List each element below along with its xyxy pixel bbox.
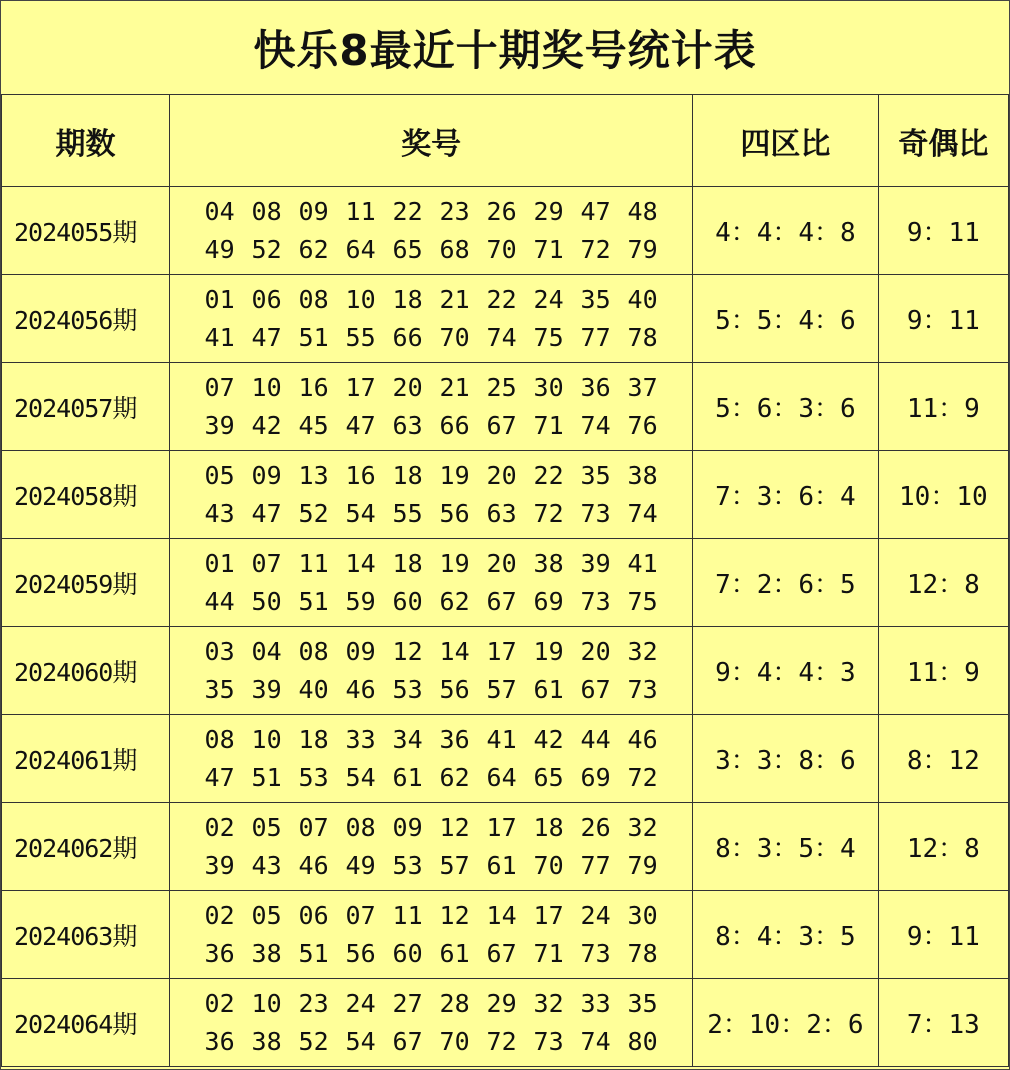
drawn-number: 33 bbox=[345, 724, 376, 754]
drawn-number: 46 bbox=[345, 674, 376, 704]
drawn-number: 80 bbox=[627, 1026, 658, 1056]
drawn-number: 10 bbox=[251, 372, 282, 402]
table-row bbox=[2, 715, 1009, 803]
drawn-number: 30 bbox=[627, 900, 658, 930]
drawn-number: 60 bbox=[392, 938, 423, 968]
drawn-number: 39 bbox=[204, 850, 235, 880]
odd-even-cell: 9：11 bbox=[878, 187, 1008, 275]
drawn-number: 56 bbox=[439, 674, 470, 704]
drawn-number: 61 bbox=[392, 762, 423, 792]
drawn-number: 55 bbox=[345, 322, 376, 352]
period-cell: 2024063期 bbox=[2, 891, 170, 979]
drawn-number: 49 bbox=[204, 234, 235, 264]
drawn-number: 22 bbox=[486, 284, 517, 314]
table-row bbox=[2, 803, 1009, 891]
drawn-number: 08 bbox=[251, 196, 282, 226]
number-line bbox=[170, 281, 692, 319]
drawn-number: 54 bbox=[345, 1026, 376, 1056]
drawn-number: 28 bbox=[439, 988, 470, 1018]
drawn-number: 33 bbox=[580, 988, 611, 1018]
drawn-number: 10 bbox=[251, 988, 282, 1018]
drawn-number: 38 bbox=[251, 1026, 282, 1056]
drawn-number: 10 bbox=[345, 284, 376, 314]
drawn-number: 77 bbox=[580, 850, 611, 880]
drawn-number: 73 bbox=[627, 674, 658, 704]
drawn-number: 73 bbox=[580, 938, 611, 968]
drawn-number: 41 bbox=[204, 322, 235, 352]
zone-ratio-cell: 5：6：3：6 bbox=[693, 363, 879, 451]
drawn-number: 16 bbox=[298, 372, 329, 402]
drawn-number: 18 bbox=[298, 724, 329, 754]
drawn-number: 30 bbox=[533, 372, 564, 402]
drawn-number: 51 bbox=[298, 938, 329, 968]
drawn-number: 52 bbox=[251, 234, 282, 264]
zone-ratio-cell: 7：3：6：4 bbox=[693, 451, 879, 539]
drawn-number: 39 bbox=[580, 548, 611, 578]
drawn-number: 54 bbox=[345, 762, 376, 792]
drawn-number: 46 bbox=[298, 850, 329, 880]
drawn-number: 18 bbox=[392, 460, 423, 490]
zone-ratio-cell: 7：2：6：5 bbox=[693, 539, 879, 627]
drawn-number: 38 bbox=[533, 548, 564, 578]
period-cell: 2024061期 bbox=[2, 715, 170, 803]
drawn-number: 39 bbox=[251, 674, 282, 704]
drawn-number: 40 bbox=[298, 674, 329, 704]
drawn-number: 65 bbox=[392, 234, 423, 264]
odd-even-cell: 7：13 bbox=[878, 979, 1008, 1067]
drawn-number: 56 bbox=[345, 938, 376, 968]
drawn-number: 24 bbox=[533, 284, 564, 314]
number-line bbox=[170, 633, 692, 671]
drawn-number: 09 bbox=[251, 460, 282, 490]
number-line bbox=[170, 583, 692, 621]
drawn-number: 79 bbox=[627, 234, 658, 264]
drawn-number: 79 bbox=[627, 850, 658, 880]
drawn-number: 41 bbox=[486, 724, 517, 754]
number-line bbox=[170, 369, 692, 407]
numbers-cell bbox=[170, 891, 693, 979]
header-zone-ratio: 四区比 bbox=[693, 95, 879, 187]
drawn-number: 61 bbox=[533, 674, 564, 704]
drawn-number: 52 bbox=[298, 498, 329, 528]
table-row bbox=[2, 979, 1009, 1067]
drawn-number: 32 bbox=[627, 636, 658, 666]
drawn-number: 70 bbox=[439, 322, 470, 352]
drawn-number: 43 bbox=[204, 498, 235, 528]
period-cell: 2024057期 bbox=[2, 363, 170, 451]
drawn-number: 47 bbox=[251, 322, 282, 352]
drawn-number: 41 bbox=[627, 548, 658, 578]
drawn-number: 77 bbox=[580, 322, 611, 352]
drawn-number: 39 bbox=[204, 410, 235, 440]
drawn-number: 72 bbox=[533, 498, 564, 528]
drawn-number: 23 bbox=[298, 988, 329, 1018]
drawn-number: 35 bbox=[204, 674, 235, 704]
numbers-cell bbox=[170, 803, 693, 891]
numbers-cell bbox=[170, 979, 693, 1067]
header-odd-even: 奇偶比 bbox=[878, 95, 1008, 187]
table-row bbox=[2, 363, 1009, 451]
drawn-number: 17 bbox=[486, 636, 517, 666]
drawn-number: 10 bbox=[251, 724, 282, 754]
drawn-number: 07 bbox=[345, 900, 376, 930]
period-cell: 2024056期 bbox=[2, 275, 170, 363]
drawn-number: 71 bbox=[533, 938, 564, 968]
drawn-number: 08 bbox=[298, 284, 329, 314]
numbers-cell bbox=[170, 539, 693, 627]
odd-even-cell: 9：11 bbox=[878, 275, 1008, 363]
drawn-number: 20 bbox=[580, 636, 611, 666]
drawn-number: 74 bbox=[486, 322, 517, 352]
drawn-number: 27 bbox=[392, 988, 423, 1018]
drawn-number: 18 bbox=[392, 284, 423, 314]
numbers-cell bbox=[170, 451, 693, 539]
number-line bbox=[170, 721, 692, 759]
drawn-number: 08 bbox=[204, 724, 235, 754]
number-line bbox=[170, 545, 692, 583]
page-title: 快乐8最近十期奖号统计表 bbox=[1, 1, 1009, 95]
drawn-number: 71 bbox=[533, 410, 564, 440]
drawn-number: 02 bbox=[204, 988, 235, 1018]
drawn-number: 61 bbox=[439, 938, 470, 968]
table-row bbox=[2, 627, 1009, 715]
odd-even-cell: 12：8 bbox=[878, 803, 1008, 891]
period-cell: 2024055期 bbox=[2, 187, 170, 275]
drawn-number: 67 bbox=[486, 410, 517, 440]
drawn-number: 72 bbox=[627, 762, 658, 792]
drawn-number: 73 bbox=[580, 586, 611, 616]
number-line bbox=[170, 193, 692, 231]
drawn-number: 74 bbox=[580, 410, 611, 440]
drawn-number: 25 bbox=[486, 372, 517, 402]
drawn-number: 32 bbox=[627, 812, 658, 842]
drawn-number: 04 bbox=[251, 636, 282, 666]
drawn-number: 36 bbox=[204, 1026, 235, 1056]
drawn-number: 63 bbox=[392, 410, 423, 440]
drawn-number: 47 bbox=[345, 410, 376, 440]
zone-ratio-cell: 3：3：8：6 bbox=[693, 715, 879, 803]
numbers-cell bbox=[170, 275, 693, 363]
drawn-number: 74 bbox=[627, 498, 658, 528]
drawn-number: 70 bbox=[439, 1026, 470, 1056]
drawn-number: 74 bbox=[580, 1026, 611, 1056]
drawn-number: 29 bbox=[486, 988, 517, 1018]
drawn-number: 07 bbox=[204, 372, 235, 402]
drawn-number: 54 bbox=[345, 498, 376, 528]
drawn-number: 43 bbox=[251, 850, 282, 880]
odd-even-cell: 8：12 bbox=[878, 715, 1008, 803]
number-line bbox=[170, 231, 692, 269]
drawn-number: 55 bbox=[392, 498, 423, 528]
drawn-number: 42 bbox=[251, 410, 282, 440]
drawn-number: 52 bbox=[298, 1026, 329, 1056]
drawn-number: 62 bbox=[298, 234, 329, 264]
drawn-number: 36 bbox=[580, 372, 611, 402]
drawn-number: 17 bbox=[345, 372, 376, 402]
table-row bbox=[2, 275, 1009, 363]
drawn-number: 67 bbox=[392, 1026, 423, 1056]
header-numbers: 奖号 bbox=[170, 95, 693, 187]
drawn-number: 05 bbox=[204, 460, 235, 490]
drawn-number: 29 bbox=[533, 196, 564, 226]
drawn-number: 26 bbox=[486, 196, 517, 226]
period-cell: 2024064期 bbox=[2, 979, 170, 1067]
number-line bbox=[170, 935, 692, 973]
drawn-number: 21 bbox=[439, 284, 470, 314]
drawn-number: 26 bbox=[580, 812, 611, 842]
zone-ratio-cell: 9：4：4：3 bbox=[693, 627, 879, 715]
drawn-number: 18 bbox=[533, 812, 564, 842]
drawn-number: 02 bbox=[204, 900, 235, 930]
drawn-number: 12 bbox=[392, 636, 423, 666]
drawn-number: 49 bbox=[345, 850, 376, 880]
odd-even-cell: 9：11 bbox=[878, 891, 1008, 979]
zone-ratio-cell: 8：3：5：4 bbox=[693, 803, 879, 891]
drawn-number: 46 bbox=[627, 724, 658, 754]
number-line bbox=[170, 407, 692, 445]
drawn-number: 64 bbox=[486, 762, 517, 792]
drawn-number: 02 bbox=[204, 812, 235, 842]
drawn-number: 32 bbox=[533, 988, 564, 1018]
numbers-cell bbox=[170, 187, 693, 275]
drawn-number: 14 bbox=[345, 548, 376, 578]
drawn-number: 73 bbox=[533, 1026, 564, 1056]
drawn-number: 12 bbox=[439, 900, 470, 930]
drawn-number: 07 bbox=[298, 812, 329, 842]
drawn-number: 11 bbox=[345, 196, 376, 226]
stats-table bbox=[1, 94, 1009, 1067]
number-line bbox=[170, 897, 692, 935]
drawn-number: 16 bbox=[345, 460, 376, 490]
drawn-number: 20 bbox=[486, 548, 517, 578]
drawn-number: 11 bbox=[298, 548, 329, 578]
drawn-number: 47 bbox=[251, 498, 282, 528]
drawn-number: 51 bbox=[298, 586, 329, 616]
drawn-number: 56 bbox=[439, 498, 470, 528]
drawn-number: 05 bbox=[251, 900, 282, 930]
drawn-number: 68 bbox=[439, 234, 470, 264]
drawn-number: 36 bbox=[439, 724, 470, 754]
drawn-number: 69 bbox=[533, 586, 564, 616]
drawn-number: 63 bbox=[486, 498, 517, 528]
drawn-number: 37 bbox=[627, 372, 658, 402]
drawn-number: 51 bbox=[251, 762, 282, 792]
drawn-number: 44 bbox=[204, 586, 235, 616]
drawn-number: 22 bbox=[533, 460, 564, 490]
drawn-number: 76 bbox=[627, 410, 658, 440]
drawn-number: 08 bbox=[345, 812, 376, 842]
number-line bbox=[170, 809, 692, 847]
drawn-number: 34 bbox=[392, 724, 423, 754]
numbers-cell bbox=[170, 363, 693, 451]
drawn-number: 64 bbox=[345, 234, 376, 264]
drawn-number: 35 bbox=[580, 284, 611, 314]
period-cell: 2024059期 bbox=[2, 539, 170, 627]
drawn-number: 19 bbox=[439, 460, 470, 490]
drawn-number: 20 bbox=[486, 460, 517, 490]
number-line bbox=[170, 457, 692, 495]
drawn-number: 61 bbox=[486, 850, 517, 880]
drawn-number: 38 bbox=[627, 460, 658, 490]
drawn-number: 36 bbox=[204, 938, 235, 968]
drawn-number: 73 bbox=[580, 498, 611, 528]
drawn-number: 67 bbox=[580, 674, 611, 704]
zone-ratio-cell: 5：5：4：6 bbox=[693, 275, 879, 363]
number-line bbox=[170, 319, 692, 357]
drawn-number: 67 bbox=[486, 938, 517, 968]
drawn-number: 75 bbox=[627, 586, 658, 616]
drawn-number: 66 bbox=[439, 410, 470, 440]
table-row bbox=[2, 187, 1009, 275]
drawn-number: 09 bbox=[298, 196, 329, 226]
drawn-number: 03 bbox=[204, 636, 235, 666]
drawn-number: 19 bbox=[533, 636, 564, 666]
drawn-number: 78 bbox=[627, 938, 658, 968]
drawn-number: 48 bbox=[627, 196, 658, 226]
drawn-number: 09 bbox=[345, 636, 376, 666]
odd-even-cell: 11：9 bbox=[878, 627, 1008, 715]
drawn-number: 72 bbox=[580, 234, 611, 264]
odd-even-cell: 11：9 bbox=[878, 363, 1008, 451]
drawn-number: 53 bbox=[392, 674, 423, 704]
drawn-number: 53 bbox=[392, 850, 423, 880]
drawn-number: 53 bbox=[298, 762, 329, 792]
zone-ratio-cell: 4：4：4：8 bbox=[693, 187, 879, 275]
period-cell: 2024062期 bbox=[2, 803, 170, 891]
drawn-number: 66 bbox=[392, 322, 423, 352]
drawn-number: 78 bbox=[627, 322, 658, 352]
number-line bbox=[170, 671, 692, 709]
drawn-number: 01 bbox=[204, 284, 235, 314]
drawn-number: 19 bbox=[439, 548, 470, 578]
header-row bbox=[2, 95, 1009, 187]
number-line bbox=[170, 847, 692, 885]
drawn-number: 67 bbox=[486, 586, 517, 616]
drawn-number: 20 bbox=[392, 372, 423, 402]
drawn-number: 71 bbox=[533, 234, 564, 264]
drawn-number: 17 bbox=[533, 900, 564, 930]
drawn-number: 23 bbox=[439, 196, 470, 226]
drawn-number: 01 bbox=[204, 548, 235, 578]
number-line bbox=[170, 1023, 692, 1061]
drawn-number: 13 bbox=[298, 460, 329, 490]
odd-even-cell: 12：8 bbox=[878, 539, 1008, 627]
drawn-number: 62 bbox=[439, 586, 470, 616]
drawn-number: 24 bbox=[345, 988, 376, 1018]
header-period: 期数 bbox=[2, 95, 170, 187]
numbers-cell bbox=[170, 715, 693, 803]
table-row bbox=[2, 539, 1009, 627]
drawn-number: 51 bbox=[298, 322, 329, 352]
drawn-number: 04 bbox=[204, 196, 235, 226]
drawn-number: 47 bbox=[580, 196, 611, 226]
drawn-number: 42 bbox=[533, 724, 564, 754]
drawn-number: 35 bbox=[580, 460, 611, 490]
drawn-number: 47 bbox=[204, 762, 235, 792]
number-line bbox=[170, 759, 692, 797]
drawn-number: 62 bbox=[439, 762, 470, 792]
drawn-number: 06 bbox=[251, 284, 282, 314]
drawn-number: 45 bbox=[298, 410, 329, 440]
drawn-number: 17 bbox=[486, 812, 517, 842]
drawn-number: 72 bbox=[486, 1026, 517, 1056]
drawn-number: 11 bbox=[392, 900, 423, 930]
drawn-number: 44 bbox=[580, 724, 611, 754]
odd-even-cell: 10：10 bbox=[878, 451, 1008, 539]
drawn-number: 57 bbox=[486, 674, 517, 704]
drawn-number: 05 bbox=[251, 812, 282, 842]
drawn-number: 70 bbox=[486, 234, 517, 264]
number-line bbox=[170, 495, 692, 533]
drawn-number: 59 bbox=[345, 586, 376, 616]
numbers-cell bbox=[170, 627, 693, 715]
period-cell: 2024058期 bbox=[2, 451, 170, 539]
zone-ratio-cell: 2：10：2：6 bbox=[693, 979, 879, 1067]
drawn-number: 06 bbox=[298, 900, 329, 930]
table-body bbox=[2, 187, 1009, 1067]
zone-ratio-cell: 8：4：3：5 bbox=[693, 891, 879, 979]
drawn-number: 57 bbox=[439, 850, 470, 880]
drawn-number: 50 bbox=[251, 586, 282, 616]
drawn-number: 18 bbox=[392, 548, 423, 578]
drawn-number: 75 bbox=[533, 322, 564, 352]
drawn-number: 24 bbox=[580, 900, 611, 930]
drawn-number: 69 bbox=[580, 762, 611, 792]
drawn-number: 35 bbox=[627, 988, 658, 1018]
drawn-number: 22 bbox=[392, 196, 423, 226]
drawn-number: 14 bbox=[486, 900, 517, 930]
drawn-number: 40 bbox=[627, 284, 658, 314]
drawn-number: 60 bbox=[392, 586, 423, 616]
drawn-number: 70 bbox=[533, 850, 564, 880]
period-cell: 2024060期 bbox=[2, 627, 170, 715]
number-line bbox=[170, 985, 692, 1023]
drawn-number: 38 bbox=[251, 938, 282, 968]
drawn-number: 12 bbox=[439, 812, 470, 842]
drawn-number: 08 bbox=[298, 636, 329, 666]
table-row bbox=[2, 891, 1009, 979]
drawn-number: 21 bbox=[439, 372, 470, 402]
drawn-number: 09 bbox=[392, 812, 423, 842]
table-row bbox=[2, 451, 1009, 539]
drawn-number: 65 bbox=[533, 762, 564, 792]
drawn-number: 07 bbox=[251, 548, 282, 578]
drawn-number: 14 bbox=[439, 636, 470, 666]
